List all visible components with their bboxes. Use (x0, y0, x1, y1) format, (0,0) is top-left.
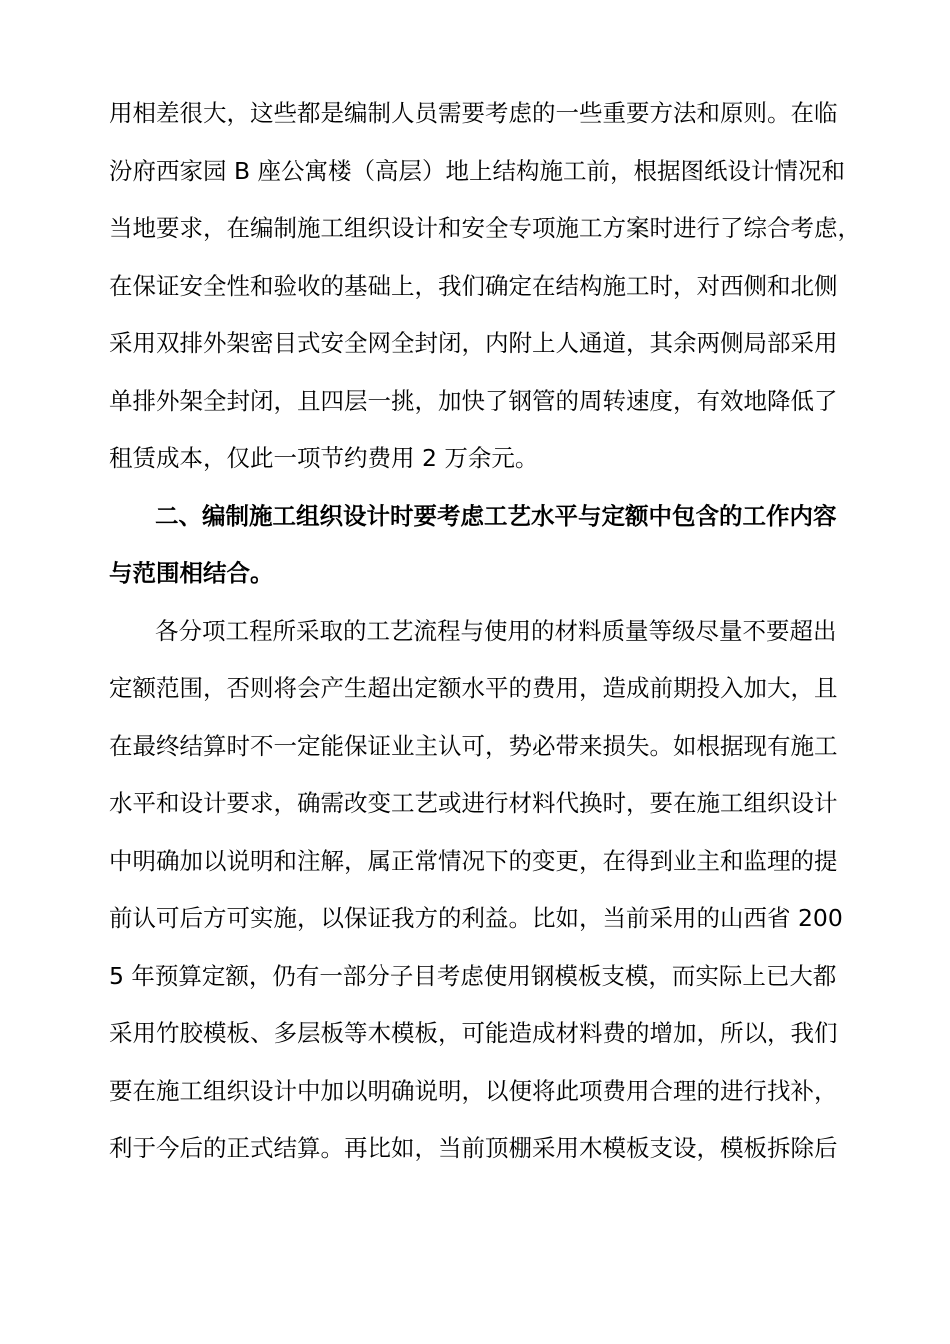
paragraph-2-line-10: 利于今后的正式结算。再比如，当前顶棚采用木模板支设，模板拆除后 (109, 1134, 838, 1162)
paragraph-1-line-3: 当地要求，在编制施工组织设计和安全专项施工方案时进行了综合考虑， (109, 214, 861, 242)
paragraph-1-line-1: 用相差很大，这些都是编制人员需要考虑的一些重要方法和原则。在临 (109, 99, 838, 127)
paragraph-2-line-9: 要在施工组织设计中加以明确说明，以便将此项费用合理的进行找补， (109, 1077, 838, 1105)
paragraph-2-line-4: 水平和设计要求，确需改变工艺或进行材料代换时，要在施工组织设计 (109, 789, 838, 817)
paragraph-2-line-8: 采用竹胶模板、多层板等木模板，可能造成材料费的增加，所以，我们 (109, 1019, 838, 1047)
paragraph-2-line-2: 定额范围，否则将会产生超出定额水平的费用，造成前期投入加大，且 (109, 674, 838, 702)
paragraph-2-line-6: 前认可后方可实施，以保证我方的利益。比如，当前采用的山西省 200 (109, 904, 843, 932)
section-heading-line-2: 与范围相结合。 (109, 559, 274, 587)
paragraph-2-line-7: 5 年预算定额，仍有一部分子目考虑使用钢模板支模，而实际上已大都 (109, 962, 837, 990)
paragraph-1-line-5: 采用双排外架密目式安全网全封闭，内附上人通道，其余两侧局部采用 (109, 329, 838, 357)
paragraph-2-line-5: 中明确加以说明和注解，属正常情况下的变更，在得到业主和监理的提 (109, 847, 838, 875)
paragraph-1-line-6: 单排外架全封闭，且四层一挑，加快了钢管的周转速度，有效地降低了 (109, 387, 838, 415)
paragraph-2-line-3: 在最终结算时不一定能保证业主认可，势必带来损失。如根据现有施工 (109, 732, 838, 760)
paragraph-1-line-7: 租赁成本，仅此一项节约费用 2 万余元。 (109, 444, 539, 472)
paragraph-1-line-4: 在保证安全性和验收的基础上，我们确定在结构施工时，对西侧和北侧 (109, 272, 838, 300)
paragraph-2-line-1: 各分项工程所采取的工艺流程与使用的材料质量等级尽量不要超出 (155, 617, 837, 645)
section-heading-line-1: 二、编制施工组织设计时要考虑工艺水平与定额中包含的工作内容 (155, 502, 837, 530)
paragraph-1-line-2: 汾府西家园 B 座公寓楼（高层）地上结构施工前，根据图纸设计情况和 (109, 157, 846, 185)
